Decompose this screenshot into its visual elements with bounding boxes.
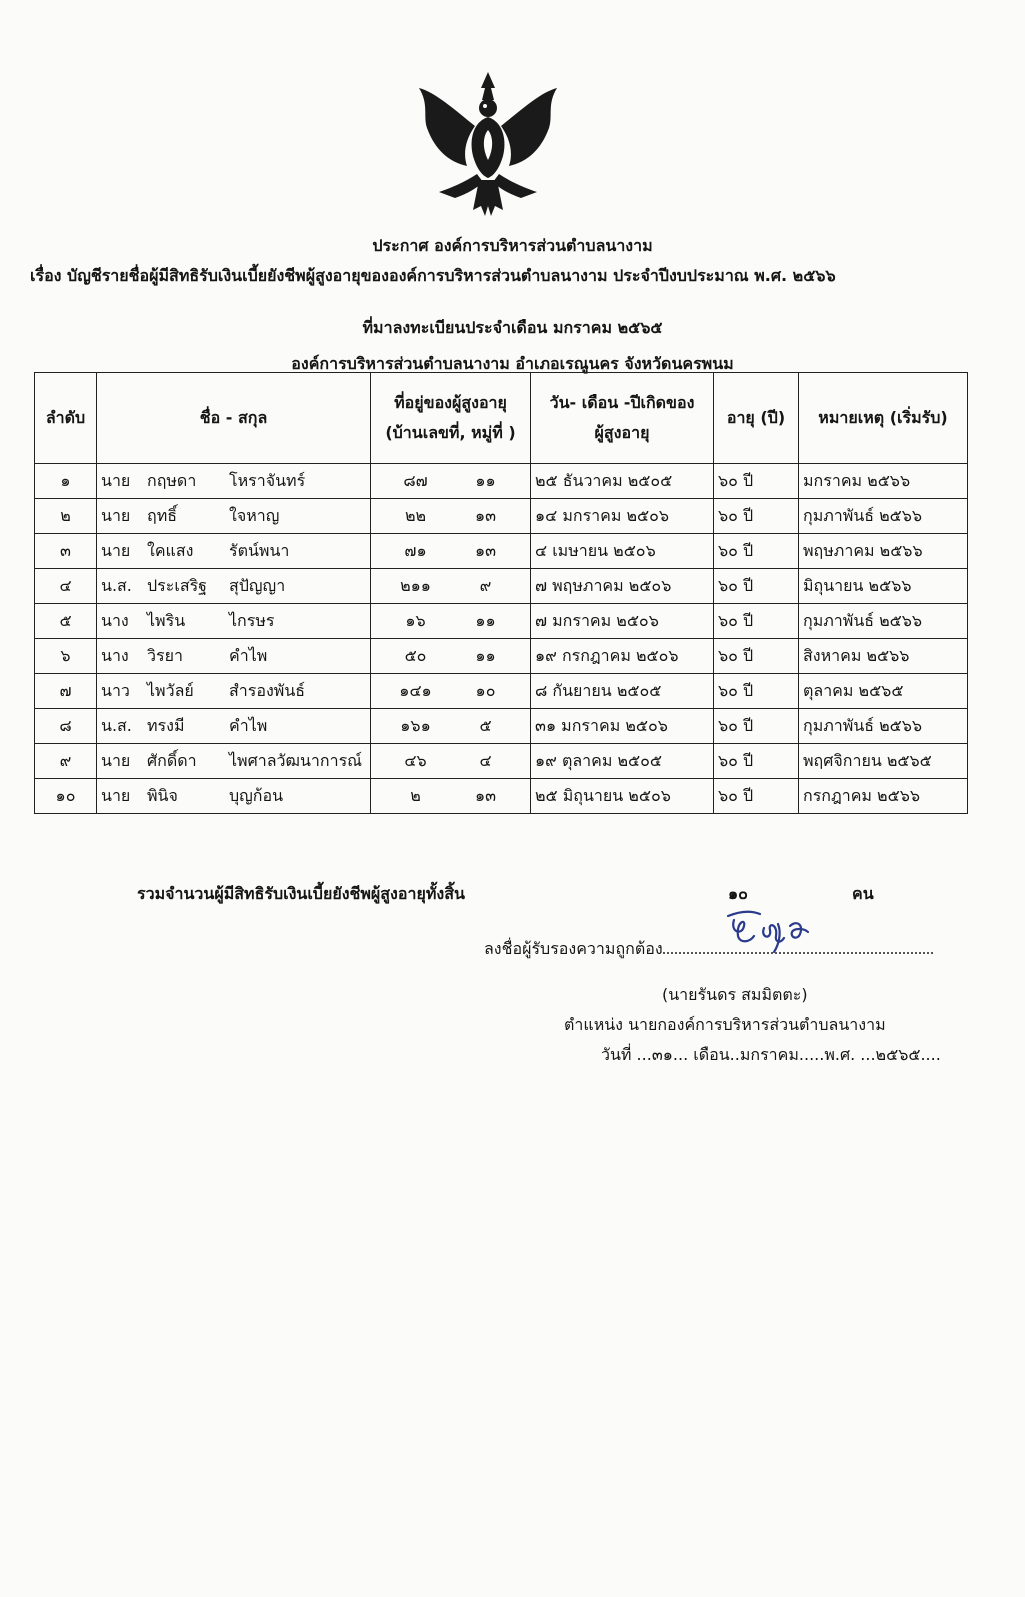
cell-address [371, 639, 531, 674]
cell-address [371, 779, 531, 814]
house-number: ๔๖ [404, 750, 427, 770]
announcement-title: ประกาศ องค์การบริหารส่วนตำบลนางาม [372, 236, 653, 255]
cell-no: ๓ [35, 534, 97, 569]
house-number: ๑๖ [405, 610, 426, 630]
garuda-emblem-icon [415, 70, 561, 220]
last-name: สุปัญญา [229, 575, 286, 595]
village-number: ๔ [479, 750, 492, 770]
column-header-birthdate-line1: วัน- เดือน -ปีเกิดของ [549, 393, 695, 412]
cell-address [371, 744, 531, 779]
cell-no: ๘ [35, 709, 97, 744]
column-header-address-line1: ที่อยู่ของผู้สูงอายุ [394, 393, 507, 412]
village-number: ๑๑ [475, 470, 496, 490]
cell-name [97, 604, 371, 639]
cell-age: ๖๐ ปี [714, 779, 799, 814]
name-title: นาว [101, 680, 130, 700]
cell-note: มกราคม ๒๕๖๖ [799, 464, 968, 499]
first-name: ฤทธิ์ [147, 505, 177, 525]
beneficiary-table [34, 372, 968, 814]
column-header-address [371, 373, 531, 464]
column-header-birthdate-line2: ผู้สูงอายุ [594, 423, 650, 442]
village-number: ๑๓ [474, 785, 497, 805]
table-row [35, 604, 968, 639]
table-row [35, 464, 968, 499]
first-name: กฤษดา [147, 470, 197, 490]
organization-location: องค์การบริหารส่วนตำบลนางาม อำเภอเรณูนคร จังหวัดนครพนม [291, 354, 734, 373]
cell-name [97, 499, 371, 534]
cell-name [97, 779, 371, 814]
cell-no: ๑ [35, 464, 97, 499]
cell-note: กรกฎาคม ๒๕๖๖ [799, 779, 968, 814]
cell-address [371, 604, 531, 639]
name-title: นาย [101, 750, 131, 770]
cell-name [97, 534, 371, 569]
house-number: ๒๒ [404, 505, 427, 525]
last-name: โหราจันทร์ [229, 470, 306, 490]
cell-no: ๗ [35, 674, 97, 709]
cell-name [97, 639, 371, 674]
cell-birthdate: ๒๕ ธันวาคม ๒๕๐๕ [531, 464, 714, 499]
first-name: ศักดิ์ดา [147, 750, 197, 770]
cell-note: กุมภาพันธ์ ๒๕๖๖ [799, 709, 968, 744]
table-row [35, 534, 968, 569]
total-count: ๑๐ [728, 884, 748, 903]
cell-no: ๕ [35, 604, 97, 639]
last-name: สำรองพันธ์ [229, 680, 306, 700]
house-number: ๑๖๑ [400, 715, 431, 735]
table-row [35, 779, 968, 814]
village-number: ๑๑ [475, 610, 496, 630]
last-name: บุญก้อน [229, 785, 284, 805]
first-name: ใคแสง [147, 540, 194, 560]
house-number: ๗๑ [404, 540, 427, 560]
column-header-birthdate [531, 373, 714, 464]
table-row [35, 674, 968, 709]
cell-birthdate: ๘ กันยายน ๒๕๐๕ [531, 674, 714, 709]
cell-note: พฤศจิกายน ๒๕๖๕ [799, 744, 968, 779]
name-title: นาง [101, 610, 129, 630]
cell-birthdate: ๔ เมษายน ๒๕๐๖ [531, 534, 714, 569]
cell-address [371, 534, 531, 569]
certify-label: ลงชื่อผู้รับรองความถูกต้อง [484, 939, 663, 958]
last-name: รัตน์พนา [229, 540, 290, 560]
signer-position: ตำแหน่ง นายกองค์การบริหารส่วนตำบลนางาม [564, 1015, 886, 1034]
name-title: นาย [101, 505, 131, 525]
cell-address [371, 569, 531, 604]
cell-age: ๖๐ ปี [714, 674, 799, 709]
cell-name [97, 464, 371, 499]
column-header-name: ชื่อ - สกุล [97, 373, 371, 464]
column-header-no: ลำดับ [35, 373, 97, 464]
cell-age: ๖๐ ปี [714, 464, 799, 499]
cell-no: ๙ [35, 744, 97, 779]
cell-birthdate: ๓๑ มกราคม ๒๕๐๖ [531, 709, 714, 744]
cell-note: พฤษภาคม ๒๕๖๖ [799, 534, 968, 569]
cell-birthdate: ๑๙ ตุลาคม ๒๕๐๕ [531, 744, 714, 779]
cell-age: ๖๐ ปี [714, 604, 799, 639]
village-number: ๙ [479, 575, 492, 595]
last-name: คำไพ [229, 645, 268, 665]
cell-address [371, 499, 531, 534]
village-number: ๑๐ [475, 680, 496, 700]
cell-no: ๔ [35, 569, 97, 604]
village-number: ๑๓ [474, 540, 497, 560]
cell-birthdate: ๗ พฤษภาคม ๒๕๐๖ [531, 569, 714, 604]
house-number: ๘๗ [403, 470, 428, 490]
name-title: น.ส. [101, 715, 132, 735]
table-row [35, 569, 968, 604]
village-number: ๑๓ [474, 505, 497, 525]
cell-no: ๑๐ [35, 779, 97, 814]
house-number: ๕๐ [404, 645, 427, 665]
first-name: วิรยา [147, 645, 183, 665]
total-label: รวมจำนวนผู้มีสิทธิรับเงินเบี้ยยังชีพผู้สูงอายุทั้งสิ้น [137, 884, 465, 903]
column-header-address-line2: (บ้านเลขที่, หมู่ที่ ) [385, 423, 516, 442]
house-number: ๒๑๑ [400, 575, 431, 595]
table-row [35, 639, 968, 674]
first-name: ไพวัลย์ [147, 680, 194, 700]
cell-no: ๒ [35, 499, 97, 534]
cell-name [97, 674, 371, 709]
house-number: ๑๔๑ [399, 680, 432, 700]
signer-name: (นายรันดร สมมิตตะ) [662, 985, 808, 1004]
name-title: นาย [101, 470, 131, 490]
cell-birthdate: ๑๙ กรกฎาคม ๒๕๐๖ [531, 639, 714, 674]
name-title: นาง [101, 645, 129, 665]
name-title: นาย [101, 540, 131, 560]
cell-note: กุมภาพันธ์ ๒๕๖๖ [799, 604, 968, 639]
cell-name [97, 569, 371, 604]
table-row [35, 709, 968, 744]
cell-age: ๖๐ ปี [714, 639, 799, 674]
column-header-age: อายุ (ปี) [714, 373, 799, 464]
total-unit: คน [852, 884, 874, 903]
last-name: ไพศาลวัฒนาการณ์ [229, 750, 363, 770]
name-title: นาย [101, 785, 131, 805]
cell-age: ๖๐ ปี [714, 499, 799, 534]
registration-month: ที่มาลงทะเบียนประจำเดือน มกราคม ๒๕๖๕ [362, 318, 663, 337]
cell-age: ๖๐ ปี [714, 534, 799, 569]
village-number: ๕ [479, 715, 492, 735]
signature-date: วันที่ ...๓๑... เดือน..มกราคม.....พ.ศ. ...๒๕๖๕.... [601, 1045, 941, 1064]
table-row [35, 499, 968, 534]
column-header-note: หมายเหตุ (เริ่มรับ) [799, 373, 968, 464]
name-title: น.ส. [101, 575, 132, 595]
cell-age: ๖๐ ปี [714, 709, 799, 744]
first-name: ไพริน [147, 610, 186, 630]
announcement-subject: เรื่อง บัญชีรายชื่อผู้มีสิทธิรับเงินเบี้ยยังชีพผู้สูงอายุขององค์การบริหารส่วนตำบลนางาม ประจำปีงบประมาณ พ.ศ. ๒๕๖๖ [30, 266, 836, 285]
first-name: พินิจ [147, 785, 178, 805]
cell-name [97, 709, 371, 744]
last-name: ไกรษร [229, 610, 275, 630]
house-number: ๒ [410, 785, 421, 805]
signature-dotted-line [663, 938, 933, 954]
cell-address [371, 464, 531, 499]
last-name: คำไพ [229, 715, 268, 735]
cell-birthdate: ๗ มกราคม ๒๕๐๖ [531, 604, 714, 639]
cell-no: ๖ [35, 639, 97, 674]
first-name: ประเสริฐ [147, 575, 207, 595]
table-header-row [35, 373, 968, 464]
cell-note: มิถุนายน ๒๕๖๖ [799, 569, 968, 604]
cell-age: ๖๐ ปี [714, 744, 799, 779]
first-name: ทรงมี [147, 715, 185, 735]
cell-name [97, 744, 371, 779]
cell-note: กุมภาพันธ์ ๒๕๖๖ [799, 499, 968, 534]
cell-birthdate: ๑๔ มกราคม ๒๕๐๖ [531, 499, 714, 534]
last-name: ใจหาญ [229, 505, 280, 525]
certify-line [484, 937, 933, 962]
table-row [35, 744, 968, 779]
cell-birthdate: ๒๕ มิถุนายน ๒๕๐๖ [531, 779, 714, 814]
cell-age: ๖๐ ปี [714, 569, 799, 604]
cell-note: ตุลาคม ๒๕๖๕ [799, 674, 968, 709]
cell-address [371, 674, 531, 709]
cell-note: สิงหาคม ๒๕๖๖ [799, 639, 968, 674]
cell-address [371, 709, 531, 744]
village-number: ๑๑ [475, 645, 496, 665]
